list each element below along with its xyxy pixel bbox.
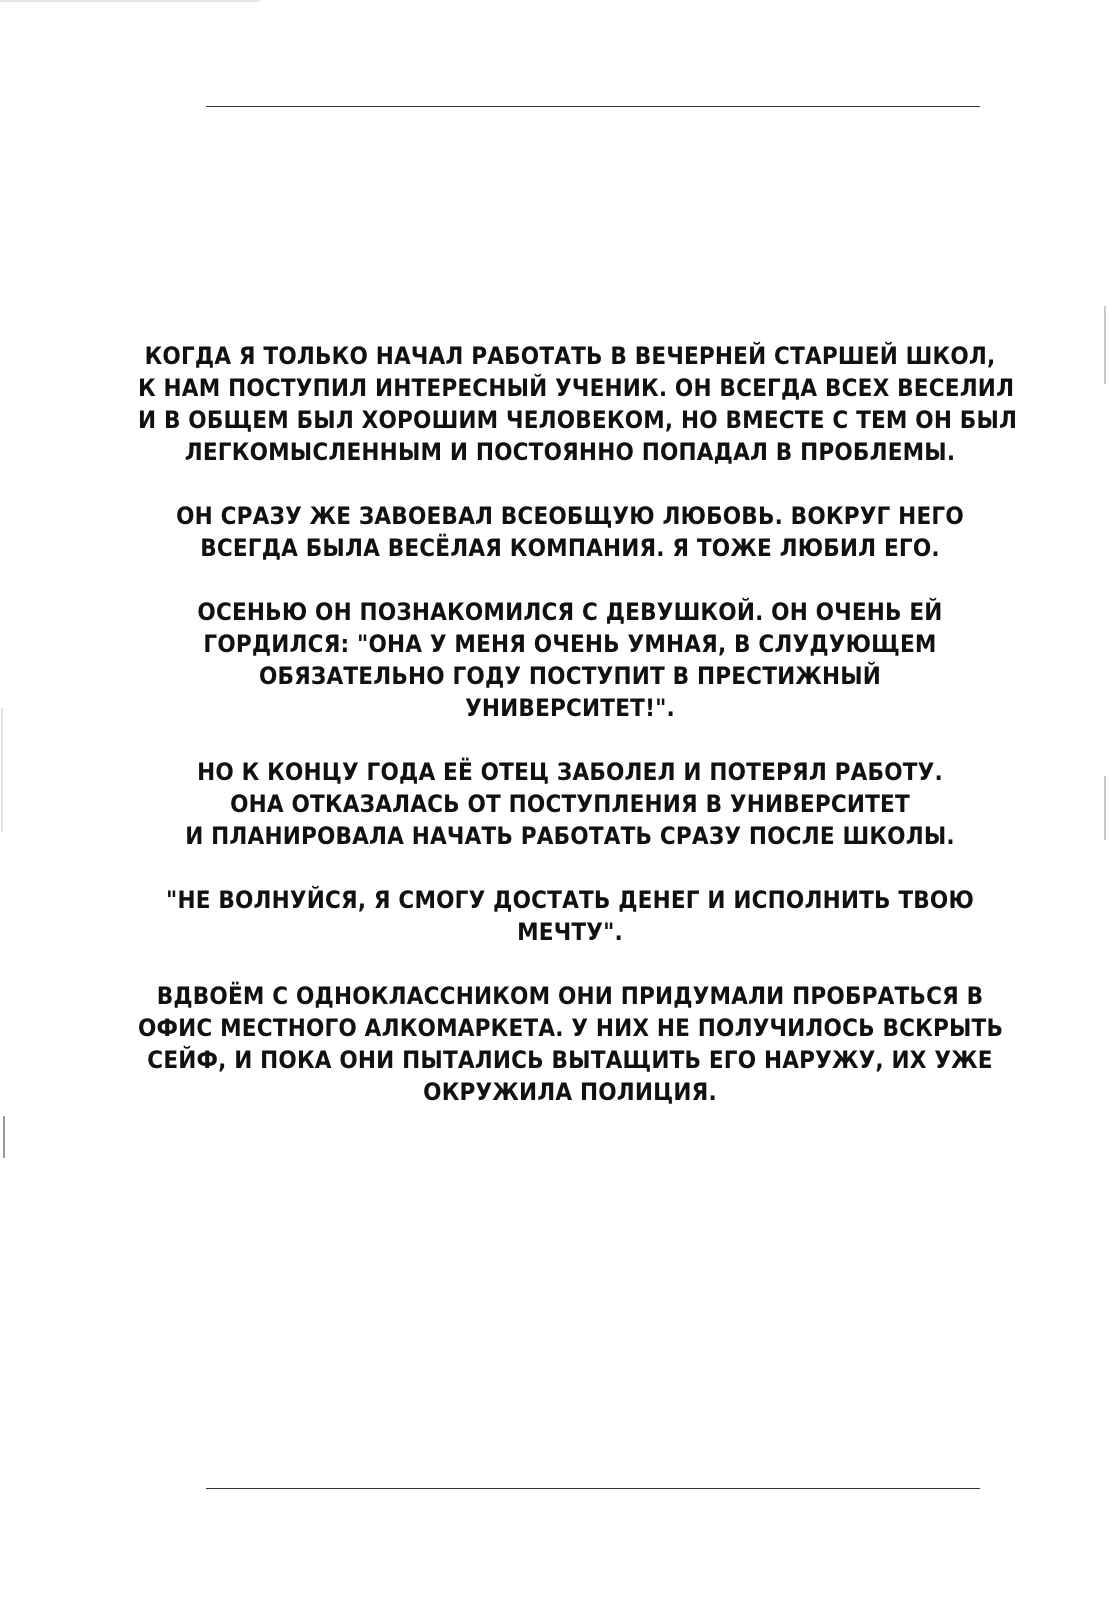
text-line: СЕЙФ, И ПОКА ОНИ ПЫТАЛИСЬ ВЫТАЩИТЬ ЕГО НАРУЖУ, ИХ УЖЕ xyxy=(147,1046,993,1074)
scan-edge-mark xyxy=(0,0,260,2)
narration-text xyxy=(90,340,1050,1140)
text-line: МЕЧТУ". xyxy=(517,918,623,946)
text-line: ОФИС МЕСТНОГО АЛКОМАРКЕТА. У НИХ НЕ ПОЛУЧИЛОСЬ ВСКРЫТЬ xyxy=(138,1014,1004,1042)
text-line: К НАМ ПОСТУПИЛ ИНТЕРЕСНЫЙ УЧЕНИК. ОН ВСЕГДА ВСЕХ ВЕСЕЛИЛ xyxy=(138,374,1015,402)
text-line: НО К КОНЦУ ГОДА ЕЁ ОТЕЦ ЗАБОЛЕЛ И ПОТЕРЯЛ РАБОТУ. xyxy=(197,758,943,786)
text-line: И ПЛАНИРОВАЛА НАЧАТЬ РАБОТАТЬ СРАЗУ ПОСЛЕ ШКОЛЫ. xyxy=(185,822,955,850)
text-line: УНИВЕРСИТЕТ!". xyxy=(465,694,675,722)
text-line: КОГДА Я ТОЛЬКО НАЧАЛ РАБОТАТЬ В ВЕЧЕРНЕЙ СТАРШЕЙ ШКОЛ, xyxy=(144,342,996,370)
scan-edge-mark xyxy=(1,708,3,832)
text-line: И В ОБЩЕМ БЫЛ ХОРОШИМ ЧЕЛОВЕКОМ, НО ВМЕСТЕ С ТЕМ ОН БЫЛ xyxy=(138,406,1018,434)
paragraph xyxy=(90,980,1050,1108)
paragraph xyxy=(90,884,1050,948)
paragraph xyxy=(90,500,1050,564)
text-line: ОСЕНЬЮ ОН ПОЗНАКОМИЛСЯ С ДЕВУШКОЙ. ОН ОЧЕНЬ ЕЙ xyxy=(197,598,943,626)
scan-edge-mark xyxy=(1104,306,1106,384)
text-line: ГОРДИЛСЯ: "ОНА У МЕНЯ ОЧЕНЬ УМНАЯ, В СЛУДУЮЩЕМ xyxy=(203,630,937,658)
text-line: ОКРУЖИЛА ПОЛИЦИЯ. xyxy=(423,1078,717,1106)
scan-edge-mark xyxy=(3,1116,5,1158)
scan-edge-mark xyxy=(1104,776,1106,840)
top-divider-line xyxy=(206,106,980,107)
paragraph xyxy=(90,596,1050,724)
text-line: "НЕ ВОЛНУЙСЯ, Я СМОГУ ДОСТАТЬ ДЕНЕГ И ИСПОЛНИТЬ ТВОЮ xyxy=(166,886,974,914)
text-line: ВДВОЁМ С ОДНОКЛАССНИКОМ ОНИ ПРИДУМАЛИ ПРОБРАТЬСЯ В xyxy=(156,982,984,1010)
bottom-divider-line xyxy=(206,1488,980,1489)
text-line: ВСЕГДА БЫЛА ВЕСЁЛАЯ КОМПАНИЯ. Я ТОЖЕ ЛЮБИЛ ЕГО. xyxy=(200,534,940,562)
text-line: ЛЕГКОМЫСЛЕННЫМ И ПОСТОЯННО ПОПАДАЛ В ПРОБЛЕМЫ. xyxy=(184,438,956,466)
paragraph xyxy=(90,340,1050,468)
text-line: ОН СРАЗУ ЖЕ ЗАВОЕВАЛ ВСЕОБЩУЮ ЛЮБОВЬ. ВОКРУГ НЕГО xyxy=(176,502,964,530)
paragraph xyxy=(90,756,1050,852)
text-line: ОНА ОТКАЗАЛАСЬ ОТ ПОСТУПЛЕНИЯ В УНИВЕРСИТЕТ xyxy=(230,790,910,818)
text-line: ОБЯЗАТЕЛЬНО ГОДУ ПОСТУПИТ В ПРЕСТИЖНЫЙ xyxy=(258,662,882,690)
